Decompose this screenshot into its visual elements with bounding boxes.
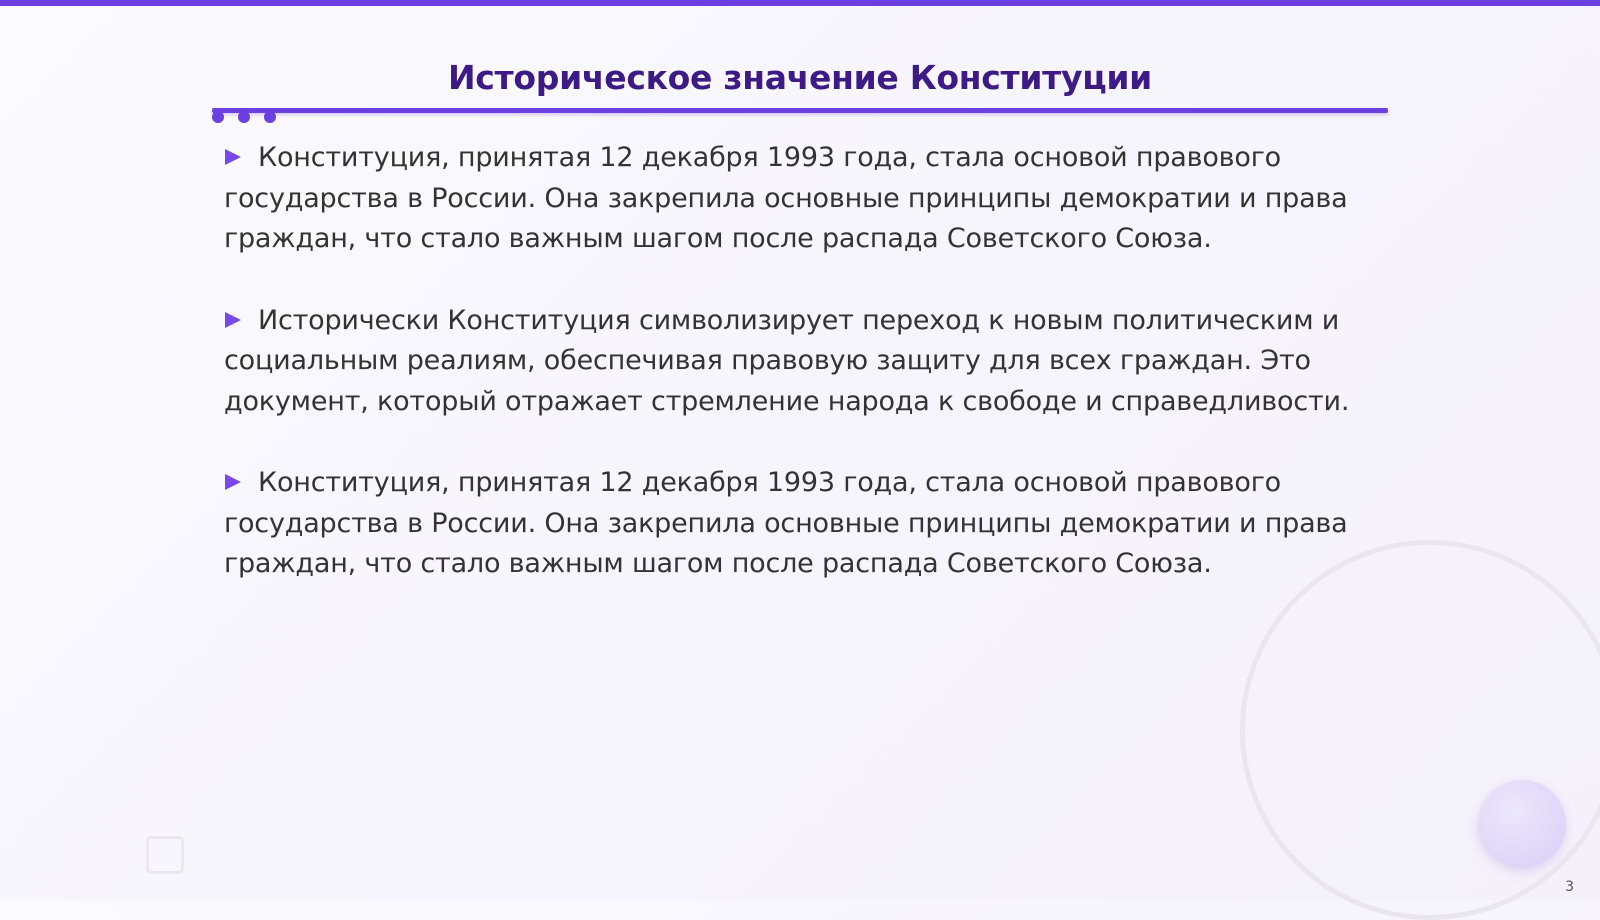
bullet-item — [224, 301, 1384, 423]
page-number: 3 — [1565, 879, 1574, 895]
decor-dot — [238, 111, 250, 123]
bullet-item — [224, 463, 1384, 585]
triangle-right-icon — [224, 310, 244, 330]
triangle-right-icon — [224, 147, 244, 167]
decor-circle-filled — [1478, 780, 1566, 868]
bullet-item — [224, 138, 1384, 260]
decor-dot — [212, 111, 224, 123]
decor-circle-outline — [1240, 540, 1600, 920]
decor-square-outline — [146, 836, 184, 874]
bullet-text: Конституция, принятая 12 декабря 1993 года, стала основой правового государства в России. Она закрепила основные принципы демократии и права граждан, что стало важным шагом после распада Советского Союза. — [224, 467, 1348, 579]
slide-title: Историческое значение Конституции — [447, 58, 1153, 97]
bullet-text: Исторически Конституция символизирует переход к новым политическим и социальным реалиям, обеспечивая правовую защиту для всех граждан. Это документ, который отражает стремление народа к свободе и справедливости. — [224, 304, 1350, 417]
triangle-right-icon — [224, 472, 244, 492]
bullet-list — [224, 138, 1384, 626]
top-accent-bar — [0, 0, 1600, 6]
bullet-text: Конституция, принятая 12 декабря 1993 года, стала основой правового государства в России. Она закрепила основные принципы демократии и права граждан, что стало важным шагом после распада Советского Союза. — [224, 142, 1348, 254]
title-underline — [212, 108, 1388, 113]
decor-dot — [264, 111, 276, 123]
